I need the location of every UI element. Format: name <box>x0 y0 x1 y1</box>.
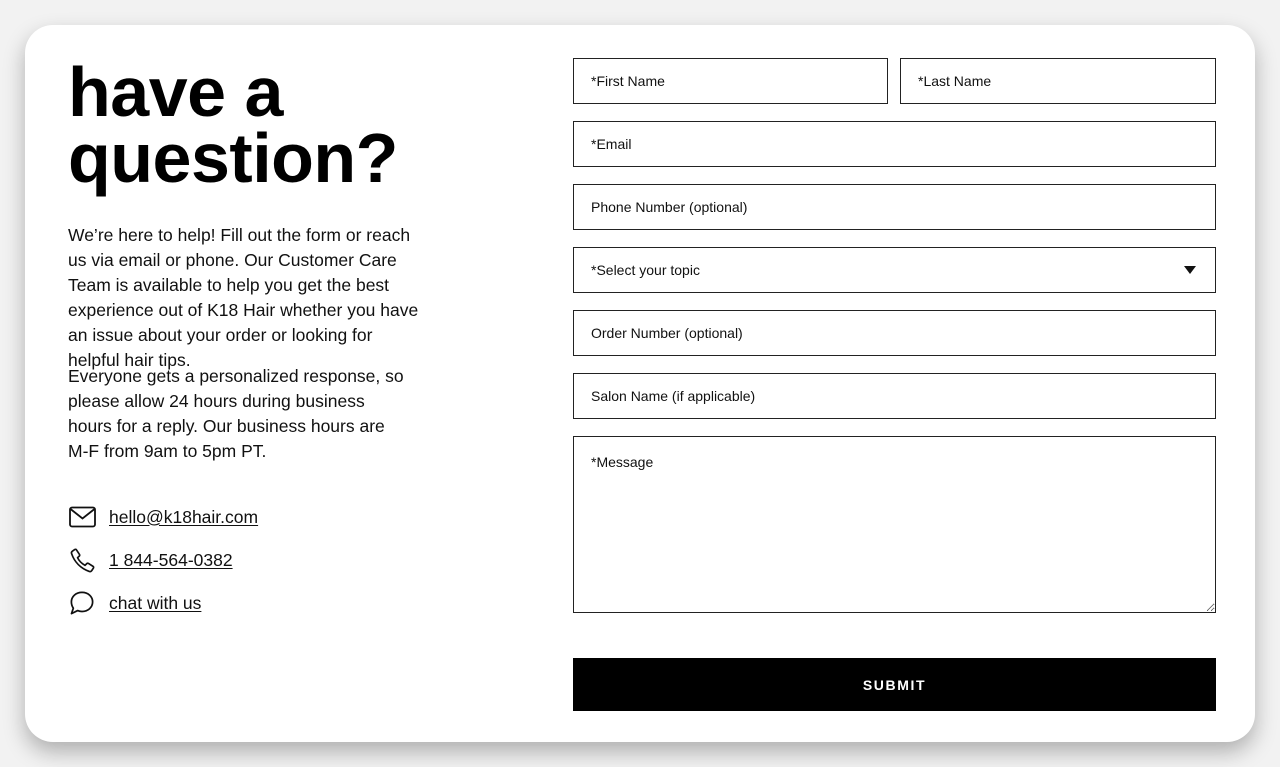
chat-bubble-icon <box>68 589 96 617</box>
email-input[interactable] <box>573 121 1216 167</box>
submit-button[interactable]: SUBMIT <box>573 658 1216 711</box>
email-link[interactable]: hello@k18hair.com <box>109 506 259 527</box>
last-name-input[interactable] <box>900 58 1216 104</box>
salon-name-input[interactable] <box>573 373 1216 419</box>
phone-icon <box>68 546 96 574</box>
phone-link[interactable]: 1 844-564-0382 <box>109 549 233 570</box>
contact-chat <box>68 589 201 617</box>
heading-line-2: question? <box>68 119 398 197</box>
caret-down-icon <box>1184 266 1196 274</box>
phone-input[interactable] <box>573 184 1216 230</box>
intro-paragraph-1: We’re here to help! Fill out the form or reach us via email or phone. Our Customer Care Team is available to help you get the best experience out of K18 Hair whether you have an issue about your order or looking for helpful hair tips. <box>68 225 419 370</box>
contact-card <box>25 25 1255 742</box>
chat-link[interactable]: chat with us <box>109 592 202 613</box>
heading-line-1: have a <box>68 53 283 131</box>
order-number-input[interactable] <box>573 310 1216 356</box>
topic-select[interactable] <box>573 247 1216 293</box>
intro-paragraph-2: Everyone gets a personalized response, so please allow 24 hours during business hours for a reply. Our business hours are M-F from 9am to 5pm PT. <box>68 366 404 461</box>
page-heading <box>68 53 488 197</box>
mail-icon <box>68 503 96 531</box>
contact-email <box>68 503 258 531</box>
first-name-input[interactable] <box>573 58 888 104</box>
topic-select-value: *Select your topic <box>591 262 700 278</box>
contact-phone <box>68 546 233 574</box>
message-textarea[interactable] <box>573 436 1216 613</box>
